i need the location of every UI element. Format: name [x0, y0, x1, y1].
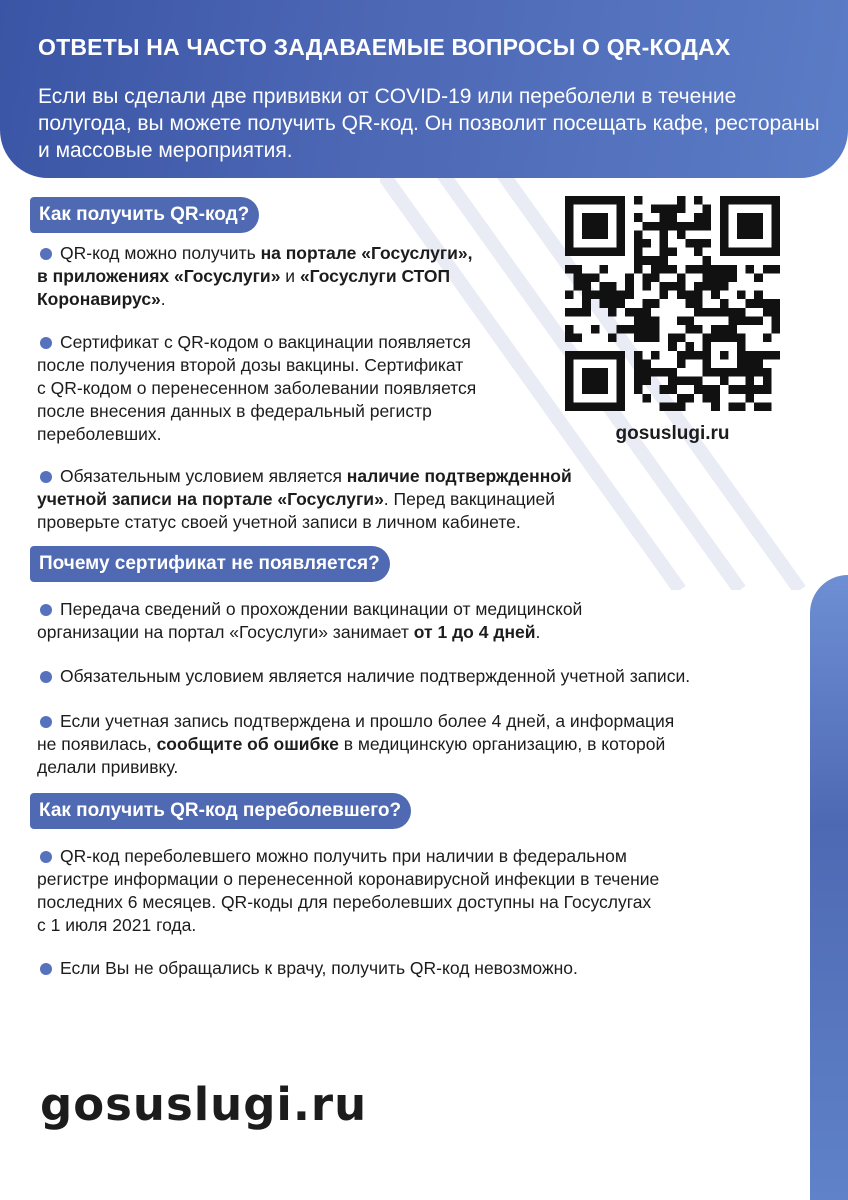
bullet-dot-icon	[40, 716, 52, 728]
section-heading-recovered: Как получить QR-код переболевшего?	[30, 793, 411, 829]
emphasis-text: на портале «Госуслуги»,	[260, 243, 473, 263]
bullet-dot-icon	[40, 248, 52, 260]
section-1-paragraph-2	[37, 331, 547, 446]
paragraph-text: Сертификат с QR-кодом о вакцинации появляется	[60, 332, 471, 352]
emphasis-text: учетной записи на портале «Госуслуги»	[37, 489, 384, 509]
emphasis-text: сообщите об ошибке	[156, 734, 339, 754]
paragraph-text: не появилась,	[37, 734, 157, 754]
paragraph-text: Если Вы не обращались к врачу, получить QR-код невозможно.	[60, 958, 578, 978]
bullet-dot-icon	[40, 963, 52, 975]
paragraph-text: Обязательным условием является	[60, 466, 347, 486]
emphasis-text: Коронавирус»	[37, 289, 161, 309]
decorative-side-stripe	[810, 575, 848, 1200]
paragraph-text: QR-код можно получить	[60, 243, 261, 263]
emphasis-text: в приложениях «Госуслуги»	[37, 266, 281, 286]
paragraph-text: после внесения данных в федеральный регистр	[37, 401, 432, 421]
header-banner	[0, 0, 848, 178]
paragraph-text: . Перед вакцинацией	[383, 489, 555, 509]
footer-logo-text: gosuslugi.ru	[40, 1078, 368, 1131]
qr-caption: gosuslugi.ru	[615, 423, 730, 444]
bullet-dot-icon	[40, 604, 52, 616]
page-title: ОТВЕТЫ НА ЧАСТО ЗАДАВАЕМЫЕ ВОПРОСЫ О QR-КОДАХ	[38, 34, 731, 60]
section-heading-why-missing: Почему сертификат не появляется?	[30, 546, 390, 582]
section-2-paragraph-1	[37, 598, 797, 644]
paragraph-text: Обязательным условием является наличие подтвержденной учетной записи.	[60, 666, 691, 686]
paragraph-text: в медицинскую организацию, в которой	[338, 734, 666, 754]
bullet-dot-icon	[40, 671, 52, 683]
paragraph-text: делали прививку.	[37, 757, 179, 777]
emphasis-text: наличие подтвержденной	[346, 466, 572, 486]
paragraph-text: с QR-кодом о перенесенном заболевании появляется	[37, 378, 477, 398]
paragraph-text: Если учетная запись подтверждена и прошло более 4 дней, а информация	[60, 711, 675, 731]
paragraph-text: .	[160, 289, 166, 309]
qr-code-icon	[565, 196, 780, 411]
paragraph-text: последних 6 месяцев. QR-коды для переболевших доступны на Госуслугах	[37, 892, 652, 912]
bullet-dot-icon	[40, 851, 52, 863]
section-2-paragraph-2	[37, 665, 797, 688]
section-heading-how-to-get: Как получить QR-код?	[30, 197, 259, 233]
paragraph-text: регистре информации о перенесенной коронавирусной инфекции в течение	[37, 869, 660, 889]
section-3-paragraph-2	[37, 957, 797, 980]
paragraph-text: QR-код переболевшего можно получить при наличии в федеральном	[60, 846, 627, 866]
paragraph-text: организации на портал «Госуслуги» занимает	[37, 622, 414, 642]
paragraph-text: и	[280, 266, 300, 286]
bullet-dot-icon	[40, 471, 52, 483]
paragraph-text: проверьте статус своей учетной записи в личном кабинете.	[37, 512, 521, 532]
bullet-dot-icon	[40, 337, 52, 349]
section-3-paragraph-1	[37, 845, 797, 937]
paragraph-text: после получения второй дозы вакцины. Сертификат	[37, 355, 464, 375]
page-subtitle: Если вы сделали две прививки от COVID-19 или переболели в течение полугода, вы можете получить QR-код. Он позволит посещать кафе, рестораны и массовые мероприятия.	[38, 85, 820, 162]
section-2-paragraph-3	[37, 710, 797, 779]
paragraph-text: переболевших.	[37, 424, 162, 444]
section-1-paragraph-1	[37, 242, 547, 311]
paragraph-text: Передача сведений о прохождении вакцинации от медицинской	[60, 599, 583, 619]
section-1-paragraph-3	[37, 465, 657, 534]
paragraph-text: с 1 июля 2021 года.	[37, 915, 197, 935]
emphasis-text: «Госуслуги СТОП	[299, 266, 451, 286]
emphasis-text: от 1 до 4 дней	[413, 622, 536, 642]
paragraph-text: .	[535, 622, 541, 642]
